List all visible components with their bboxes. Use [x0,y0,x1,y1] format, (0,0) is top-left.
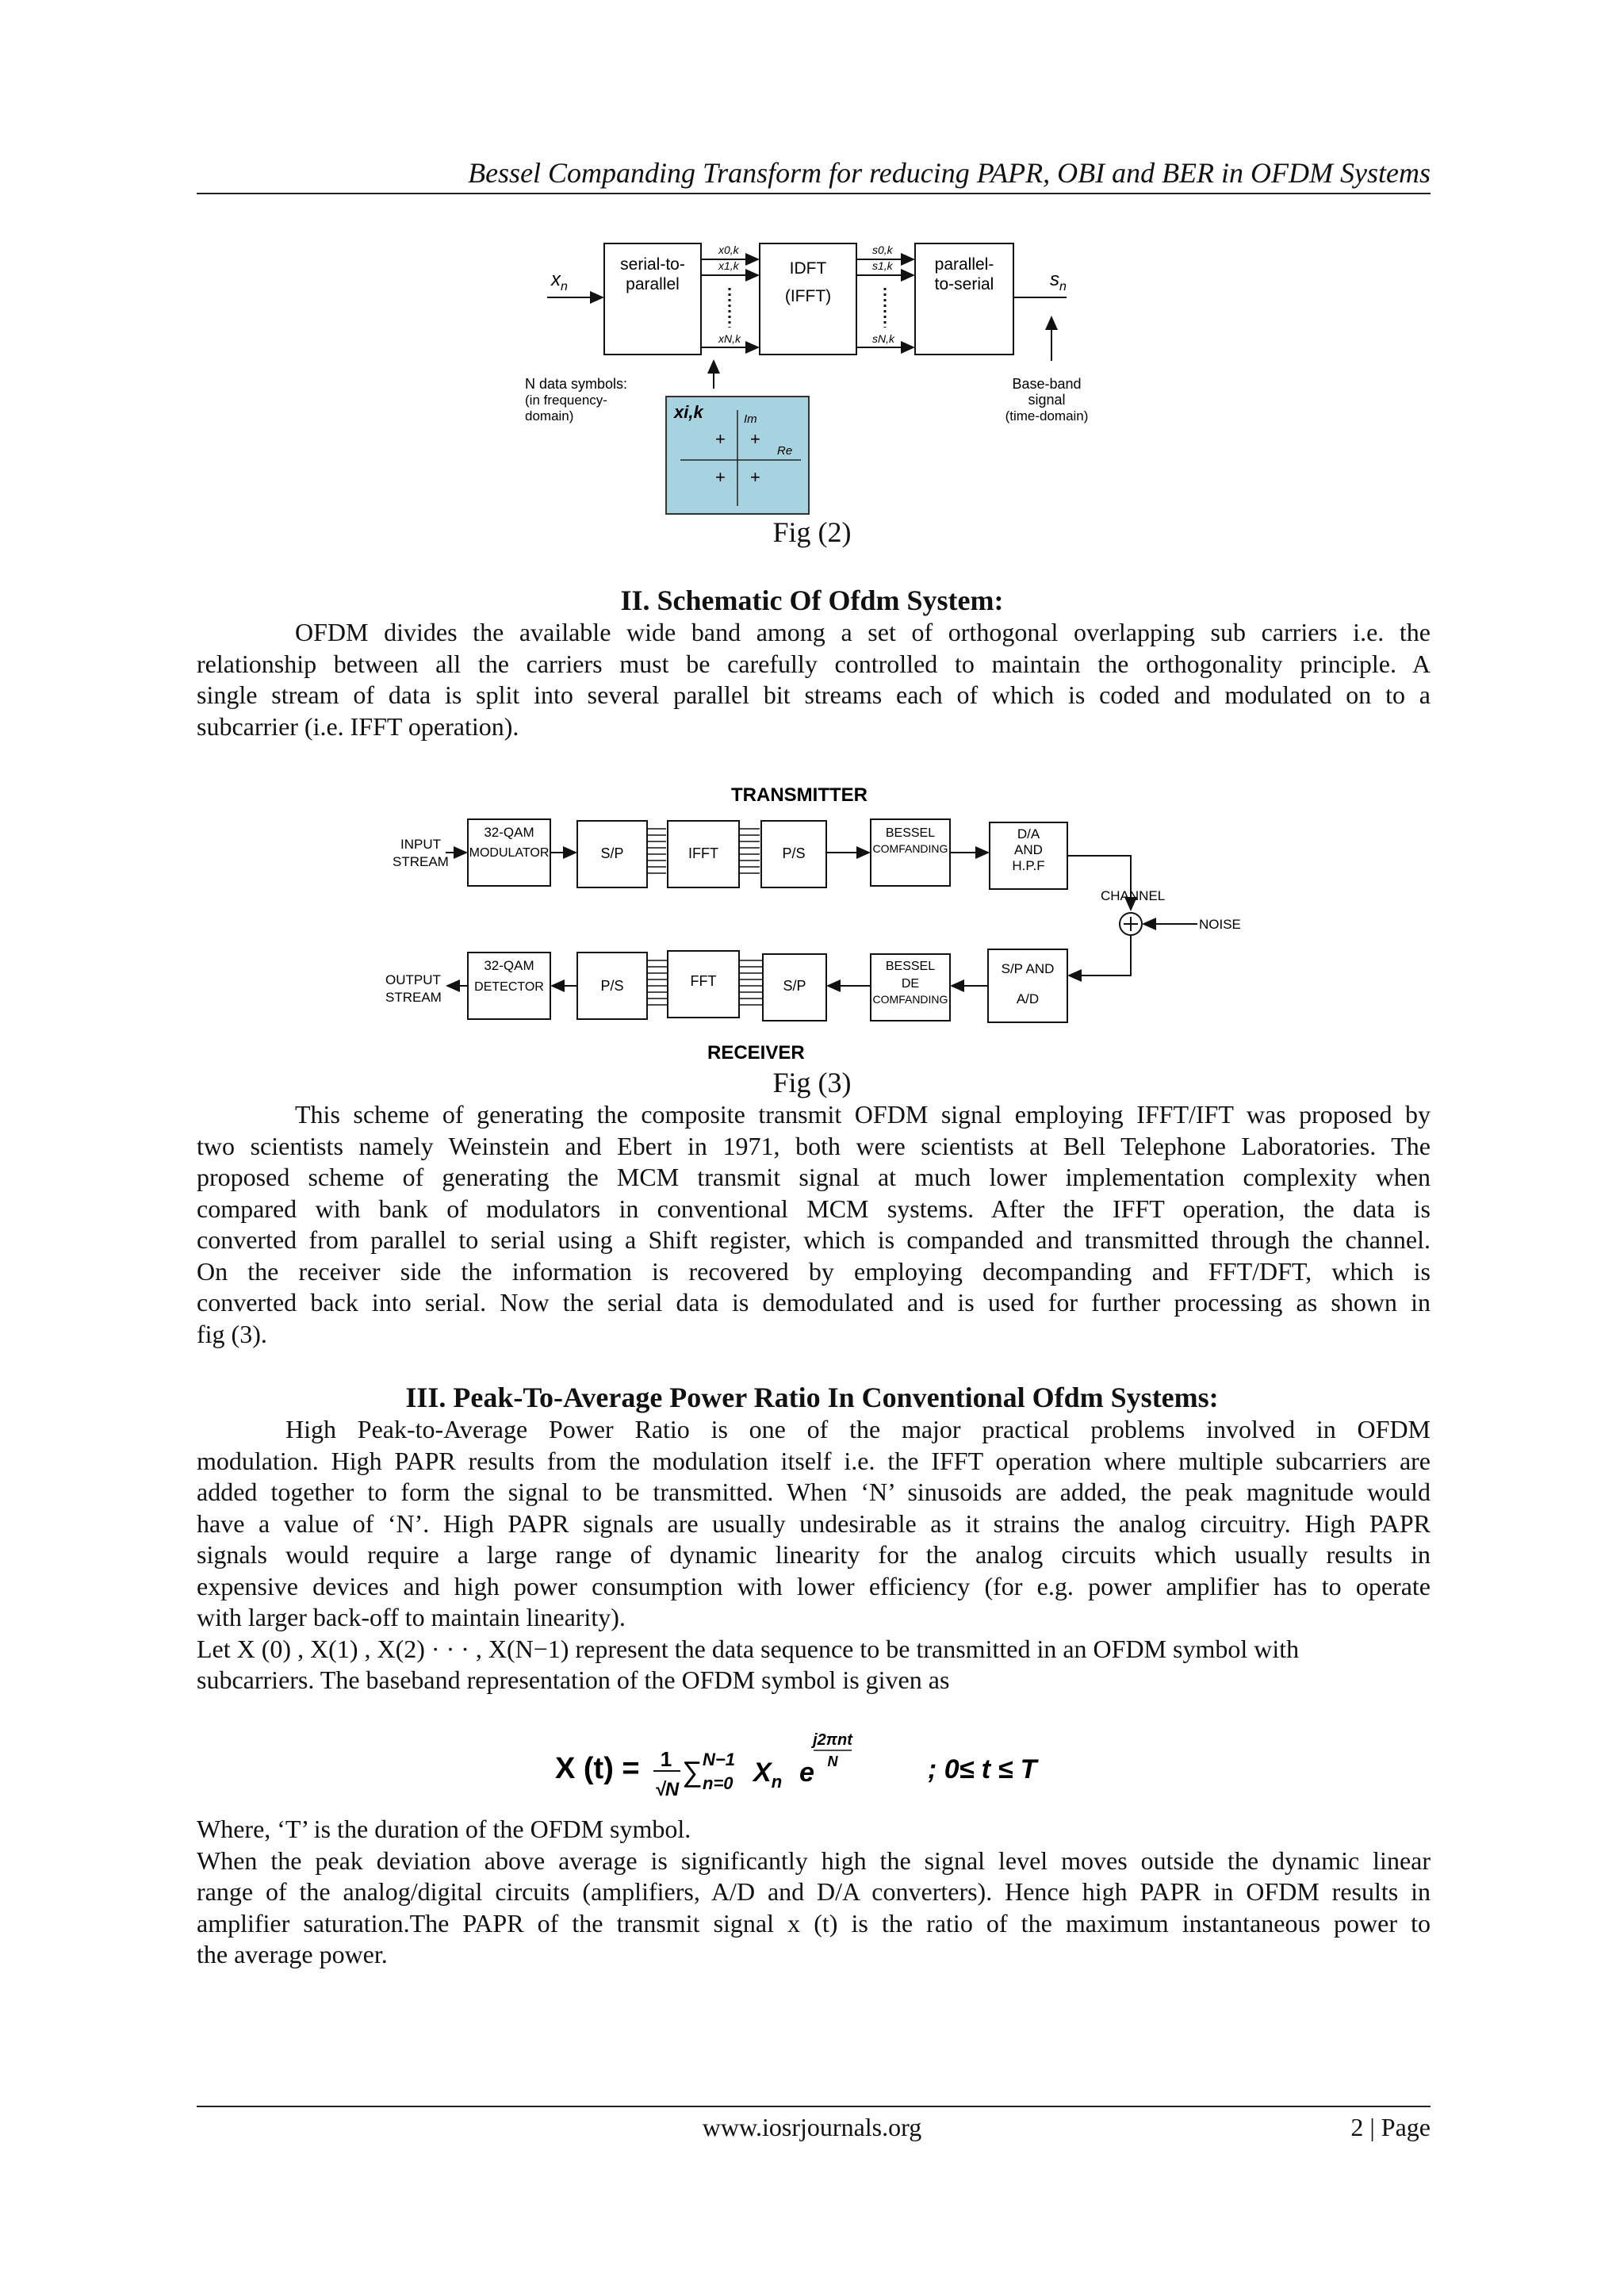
fig3-qam-det-label-1: 32-QAM [484,958,534,973]
fig2-caption: Fig (2) [772,516,852,548]
fig3-qam-mod-label-1: 32-QAM [484,825,534,840]
fig2-left-note-1: N data symbols: [525,376,628,392]
section3-line-6: expensive devices and high power consumption with lower efficiency (for e.g. power amplifier has to operate [197,1571,1431,1600]
eq-sum-symbol: ∑ [682,1755,703,1788]
fig2-input-label: $x_n$ [551,269,568,293]
eq-exp-denominator: N [827,1754,838,1769]
fig2-ifft-label: (IFFT) [784,287,832,305]
fig2-idft-label: IDFT [789,259,827,278]
fig3-debessel-label-1: BESSEL [885,960,936,973]
fig2-out-tap-1: s1,k [872,259,893,272]
fig2-in-tap-0: x0,k [718,243,739,256]
fig3-sp-ad [988,949,1067,1022]
section3-line-2: modulation. High PAPR results from the modulation itself i.e. the IFFT operation where multiple subcarriers are [197,1446,1431,1475]
fig3-caption: Fig (3) [772,1067,852,1098]
fig3-qam-det-label-2: DETECTOR [474,980,544,994]
fig2-ps-label-2: to-serial [934,275,994,293]
ofdm-baseband-equation [555,1721,1110,1808]
fig3-para-line-8: fig (3). [197,1319,267,1348]
fig3-input-label-2: STREAM [393,854,449,869]
eq-condition: ; 0≤ t ≤ T [928,1754,1037,1784]
fig2-in-tap-n: xN,k [718,332,741,345]
fig3-receiver-title: RECEIVER [707,1042,805,1064]
fig2-in-tap-1: x1,k [718,259,739,272]
fig2-left-note-2: (in frequency- [525,393,607,408]
fig2-point-1: + [715,429,726,449]
section3-line-3: added together to form the signal to be transmitted. When ‘N’ sinusoids are added, the peak magnitude would [197,1478,1431,1506]
fig3-discussion-paragraph [197,1099,1431,1350]
fig3-fft-label: FFT [690,973,717,989]
header-rule [197,193,1431,194]
section3-paragraph [197,1414,1431,1696]
eq-frac-denominator: √N [654,1779,680,1800]
fig3-debessel-label-2: DE [901,977,920,991]
fig3-sp-ad-label-2: A/D [1016,991,1040,1006]
fig3-rx-sp-label: S/P [783,978,806,994]
section2-line-4: subcarrier (i.e. IFFT operation). [197,711,519,741]
fig3-ifft-label: IFFT [688,845,718,861]
section3-line-5: signals would require a large range of dynamic linearity for the analog circuits which usually results in [197,1540,1431,1569]
fig2-output-label: $s_n$ [1050,269,1067,293]
eq-sum-lower: n=0 [703,1773,733,1793]
fig2-ps-label-1: parallel- [934,255,994,274]
section3-line-1: High Peak-to-Average Power Ratio is one of the major practical problems involved in OFDM [285,1415,1431,1443]
running-title: Bessel Companding Transform for reducing PAPR, OBI and BER in OFDM Systems [468,157,1431,189]
footer-page-number: 2 | Page [1350,2113,1431,2141]
fig3-para-line-7: converted back into serial. Now the serial data is demodulated and is used for further processing as shown in [197,1288,1431,1317]
eq-lhs: X (t) = [555,1752,640,1785]
fig3-sp-ad-label-1: S/P AND [1001,961,1055,976]
fig2-right-note-1: Base-band [1012,376,1082,392]
section2-heading: II. Schematic Of Ofdm System: [620,585,1004,616]
fig3-transmitter-title: TRANSMITTER [731,784,868,806]
fig3-para-line-3: proposed scheme of generating the MCM transmit signal at much lower implementation complexity when [197,1163,1431,1191]
fig2-sp-label-2: parallel [626,275,680,293]
fig2-sp-label-1: serial-to- [620,255,685,274]
footer-rule [197,2106,1431,2107]
fig2-point-4: + [750,467,760,487]
section3-let-line-2: subcarriers. The baseband representation of the OFDM symbol is given as [197,1665,950,1694]
section2-line-3: single stream of data is split into several parallel bit streams each of which is coded and modulated on to a [197,680,1431,709]
fig2-im-label: Im [744,412,757,426]
fig3-channel-label: CHANNEL [1101,888,1166,903]
fig3-output-label-2: STREAM [385,990,442,1005]
where-line: Where, ‘T’ is the duration of the OFDM symbol. [197,1815,691,1843]
section3-heading: III. Peak-To-Average Power Ratio In Conventional Ofdm Systems: [405,1382,1219,1413]
fig3-input-label-1: INPUT [400,837,441,852]
fig3-rx-ps-label: P/S [600,978,624,994]
fig3-da-label-1: D/A [1017,826,1040,841]
fig3-bessel-label-2: COMFANDING [872,842,948,855]
section2-line-2: relationship between all the carriers must be carefully controlled to maintain the orthogonality principle. A [197,649,1431,678]
section3-closing [197,1814,1431,1971]
fig3-transceiver-diagram [381,773,1253,1067]
fig2-ifft-block-diagram [508,234,1126,519]
fig3-para-line-2: two scientists namely Weinstein and Ebert in 1971, both were scientists at Bell Telephone Laboratories. The [197,1131,1431,1160]
fig3-da-label-2: AND [1014,842,1043,857]
fig2-point-3: + [715,467,726,487]
eq-exp-base: e [799,1757,814,1788]
fig3-para-line-4: compared with bank of modulators in conventional MCM systems. After the IFFT operation, the data is [197,1194,1431,1223]
section3-line-4: have a value of ‘N’. High PAPR signals are usually undesirable as it strains the analog circuitry. High PAPR [197,1508,1431,1538]
closing-line-1: When the peak deviation above average is significantly high the signal level moves outside the dynamic linear [197,1846,1431,1875]
fig3-para-line-5: converted from parallel to serial using a Shift register, which is companded and transmitted through the channel. [197,1225,1431,1254]
eq-frac-numerator: 1 [660,1747,672,1771]
closing-line-4: the average power. [197,1940,388,1968]
fig3-para-line-1: This scheme of generating the composite transmit OFDM signal employing IFFT/IFT was proposed by [295,1100,1431,1129]
fig3-tx-ps-label: P/S [782,845,806,861]
fig2-point-2: + [750,429,760,449]
section3-let-line-1: Let X (0) , X(1) , X(2) · · · , X(N−1) represent the data sequence to be transmitted in an OFDM symbol with [197,1634,1300,1663]
eq-term: $X_n$ [753,1757,783,1792]
closing-line-2: range of the analog/digital circuits (amplifiers, A/D and D/A converters). Hence high PAPR in OFDM results in [197,1877,1431,1906]
fig2-constellation-symbol: xi,k [674,402,703,422]
fig3-da-label-3: H.P.F [1012,858,1045,873]
section3-line-7: with larger back-off to maintain linearity). [197,1603,626,1631]
fig2-left-note-3: domain) [525,408,574,424]
eq-sum-upper: N−1 [703,1750,735,1769]
fig3-noise-label: NOISE [1199,917,1241,932]
fig2-out-tap-0: s0,k [872,243,893,256]
fig3-bessel-label-1: BESSEL [885,826,936,840]
fig2-re-label: Re [777,444,793,458]
eq-exp-numerator: j2πnt [813,1731,852,1749]
fig2-right-note-2: signal [1028,392,1066,408]
fig2-right-note-3: (time-domain) [1005,408,1089,424]
section2-paragraph [197,617,1431,742]
fig3-para-line-6: On the receiver side the information is recovered by employing decompanding and FFT/DFT, which is [197,1256,1431,1286]
section2-line-1: OFDM divides the available wide band among a set of orthogonal overlapping sub carriers i.e. the [295,618,1431,646]
fig3-tx-sp-label: S/P [600,845,624,861]
closing-line-3: amplifier saturation.The PAPR of the transmit signal x (t) is the ratio of the maximum instantaneous power to [197,1908,1431,1938]
fig3-output-label-1: OUTPUT [385,972,441,987]
fig2-out-tap-n: sN,k [872,332,894,345]
footer-url[interactable]: www.iosrjournals.org [702,2113,922,2141]
fig3-debessel-label-3: COMFANDING [872,993,948,1006]
fig3-qam-mod-label-2: MODULATOR [469,846,550,860]
